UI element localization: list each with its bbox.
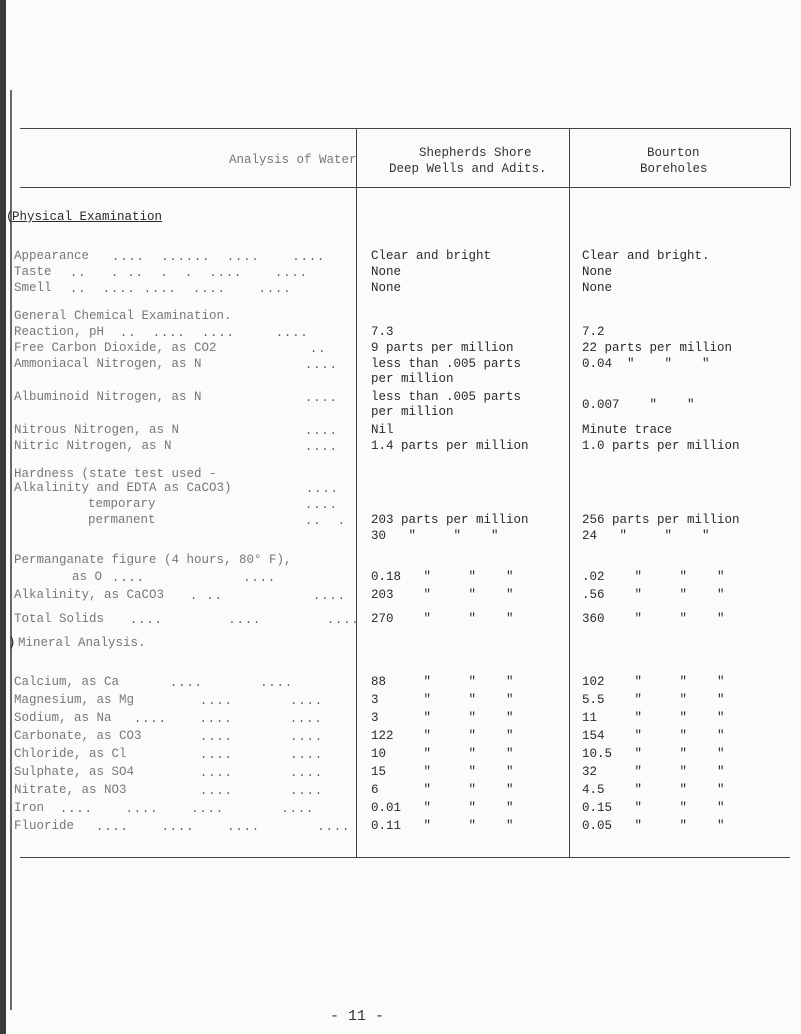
value-a-permanganate: 0.18 " " " — [371, 570, 514, 584]
section-marker-physical: ( — [6, 210, 14, 224]
value-a-alkalinity: 203 " " " — [371, 588, 514, 602]
header-col-analysis: Analysis of Water — [229, 153, 357, 167]
page-number: - 11 - — [330, 1008, 385, 1025]
value-b-sulphate: 32 " " " — [582, 765, 725, 779]
value-b-chloride: 10.5 " " " — [582, 747, 725, 761]
row-label-chloride: Chloride, as Cl — [14, 747, 127, 761]
row-label-hardness-2: Alkalinity and EDTA as CaCO3) — [14, 481, 232, 495]
row-label-nitrous-n: Nitrous Nitrogen, as N — [14, 423, 180, 437]
leader-dots: .... .... .... — [130, 613, 360, 627]
header-bottom-rule — [20, 187, 790, 188]
value-b-ammoniacal-n: 0.04 " " " — [582, 357, 710, 371]
leader-dots: .. — [310, 342, 327, 356]
value-b-carbonate: 154 " " " — [582, 729, 725, 743]
leader-dots: .... .... — [200, 694, 324, 708]
row-label-taste: Taste — [14, 265, 52, 279]
value-b-sodium: 11 " " " — [582, 711, 725, 725]
row-label-magnesium: Magnesium, as Mg — [14, 693, 135, 707]
leader-dots: .... .... — [200, 730, 324, 744]
value-b-appearance: Clear and bright. — [582, 249, 710, 263]
binding-edge-inner — [10, 90, 12, 1010]
value-a-total-solids: 270 " " " — [371, 612, 514, 626]
value-b-fluoride: 0.05 " " " — [582, 819, 725, 833]
value-b-total-solids: 360 " " " — [582, 612, 725, 626]
row-label-sodium: Sodium, as Na — [14, 711, 112, 725]
value-b-smell: None — [582, 281, 613, 295]
header-col-shepherds-line2: Deep Wells and Adits. — [389, 162, 547, 176]
row-label-calcium: Calcium, as Ca — [14, 675, 120, 689]
value-b-taste: None — [582, 265, 613, 279]
row-label-sulphate: Sulphate, as SO4 — [14, 765, 135, 779]
row-label-total-solids: Total Solids — [14, 612, 105, 626]
leader-dots: .... .... — [200, 748, 324, 762]
value-a-fluoride: 0.11 " " " — [371, 819, 514, 833]
value-a-magnesium: 3 " " " — [371, 693, 514, 707]
value-a-sodium: 3 " " " — [371, 711, 514, 725]
value-b-calcium: 102 " " " — [582, 675, 725, 689]
value-a-permanent: 30 " " " — [371, 529, 499, 543]
value-a-iron: 0.01 " " " — [371, 801, 514, 815]
value-b-nitric-n: 1.0 parts per million — [582, 439, 740, 453]
leader-dots: .... — [305, 391, 338, 405]
column-divider-1 — [356, 128, 357, 858]
row-label-temporary: temporary — [88, 497, 156, 511]
row-label-ammoniacal-n: Ammoniacal Nitrogen, as N — [14, 357, 202, 371]
table-right-rule — [790, 128, 791, 186]
value-b-nitrate: 4.5 " " " — [582, 783, 725, 797]
section-title-mineral: Mineral Analysis. — [18, 636, 146, 650]
value-a-reaction: 7.3 — [371, 325, 394, 339]
row-label-permanganate-2: as O — [72, 570, 103, 584]
leader-dots: .... — [305, 424, 338, 438]
leader-dots: .... — [306, 482, 339, 496]
value-b-permanganate: .02 " " " — [582, 570, 725, 584]
value-b-permanent: 24 " " " — [582, 529, 710, 543]
leader-dots: .... — [305, 440, 338, 454]
leader-dots: .. .... .... .... .... — [70, 282, 292, 296]
value-a-taste: None — [371, 265, 402, 279]
value-b-alkalinity: .56 " " " — [582, 588, 725, 602]
value-a-calcium: 88 " " " — [371, 675, 514, 689]
leader-dots: .... — [305, 358, 338, 372]
header-col-shepherds-line1: Shepherds Shore — [419, 146, 532, 160]
row-label-nitric-n: Nitric Nitrogen, as N — [14, 439, 172, 453]
section-title-chemical: General Chemical Examination. — [14, 309, 232, 323]
value-a-smell: None — [371, 281, 402, 295]
header-col-bourton-line2: Boreholes — [640, 162, 708, 176]
row-label-permanganate: Permanganate figure (4 hours, 80° F), — [14, 553, 292, 567]
table-top-rule — [20, 128, 790, 129]
leader-dots: .... — [305, 498, 338, 512]
leader-dots: . .. .... — [190, 589, 346, 603]
row-label-nitrate: Nitrate, as NO3 — [14, 783, 127, 797]
value-a-nitrate: 6 " " " — [371, 783, 514, 797]
value-b-albuminoid-n: 0.007 " " — [582, 398, 695, 412]
value-b-nitrous-n: Minute trace — [582, 423, 673, 437]
leader-dots: .... .... — [200, 784, 324, 798]
leader-dots: .. . .. . . .... .... — [70, 266, 308, 280]
value-a-ammoniacal-n: less than .005 parts — [371, 357, 522, 371]
leader-dots: .... .... — [112, 571, 277, 585]
value-b-iron: 0.15 " " " — [582, 801, 725, 815]
value-a-appearance: Clear and bright — [371, 249, 492, 263]
leader-dots: .... .... .... .... — [96, 820, 351, 834]
row-label-reaction: Reaction, pH — [14, 325, 105, 339]
value-a-free-co2: 9 parts per million — [371, 341, 514, 355]
value-a-temporary: 203 parts per million — [371, 513, 529, 527]
header-col-bourton-line1: Bourton — [647, 146, 700, 160]
row-label-fluoride: Fluoride — [14, 819, 75, 833]
section-marker-mineral: ) — [8, 636, 16, 650]
leader-dots: .... .... — [200, 766, 324, 780]
row-label-free-co2: Free Carbon Dioxide, as CO2 — [14, 341, 217, 355]
leader-dots: .... ...... .... .... — [112, 250, 326, 264]
value-a2-albuminoid-n: per million — [371, 405, 454, 419]
leader-dots: .... .... .... — [134, 712, 323, 726]
section-title-physical: Physical Examination — [12, 210, 163, 224]
row-label-hardness: Hardness (state test used - — [14, 467, 217, 481]
value-a-carbonate: 122 " " " — [371, 729, 514, 743]
value-a2-ammoniacal-n: per million — [371, 372, 454, 386]
value-a-nitrous-n: Nil — [371, 423, 394, 437]
row-label-carbonate: Carbonate, as CO3 — [14, 729, 142, 743]
row-label-appearance: Appearance — [14, 249, 90, 263]
value-b-magnesium: 5.5 " " " — [582, 693, 725, 707]
leader-dots: .. .... .... .... — [120, 326, 309, 340]
table-bottom-rule — [20, 857, 790, 858]
row-label-smell: Smell — [14, 281, 52, 295]
value-a-chloride: 10 " " " — [371, 747, 514, 761]
row-label-iron: Iron — [14, 801, 45, 815]
leader-dots: .... .... .... .... — [60, 802, 315, 816]
row-label-alkalinity: Alkalinity, as CaCO3 — [14, 588, 165, 602]
binding-edge — [0, 0, 6, 1034]
column-divider-2 — [569, 128, 570, 858]
value-a-sulphate: 15 " " " — [371, 765, 514, 779]
value-b-reaction: 7.2 — [582, 325, 605, 339]
leader-dots: .. . — [305, 514, 347, 528]
value-b-temporary: 256 parts per million — [582, 513, 740, 527]
value-a-albuminoid-n: less than .005 parts — [371, 390, 522, 404]
value-b-free-co2: 22 parts per million — [582, 341, 733, 355]
value-a-nitric-n: 1.4 parts per million — [371, 439, 529, 453]
row-label-albuminoid-n: Albuminoid Nitrogen, as N — [14, 390, 202, 404]
leader-dots: .... .... — [170, 676, 294, 690]
row-label-permanent: permanent — [88, 513, 156, 527]
